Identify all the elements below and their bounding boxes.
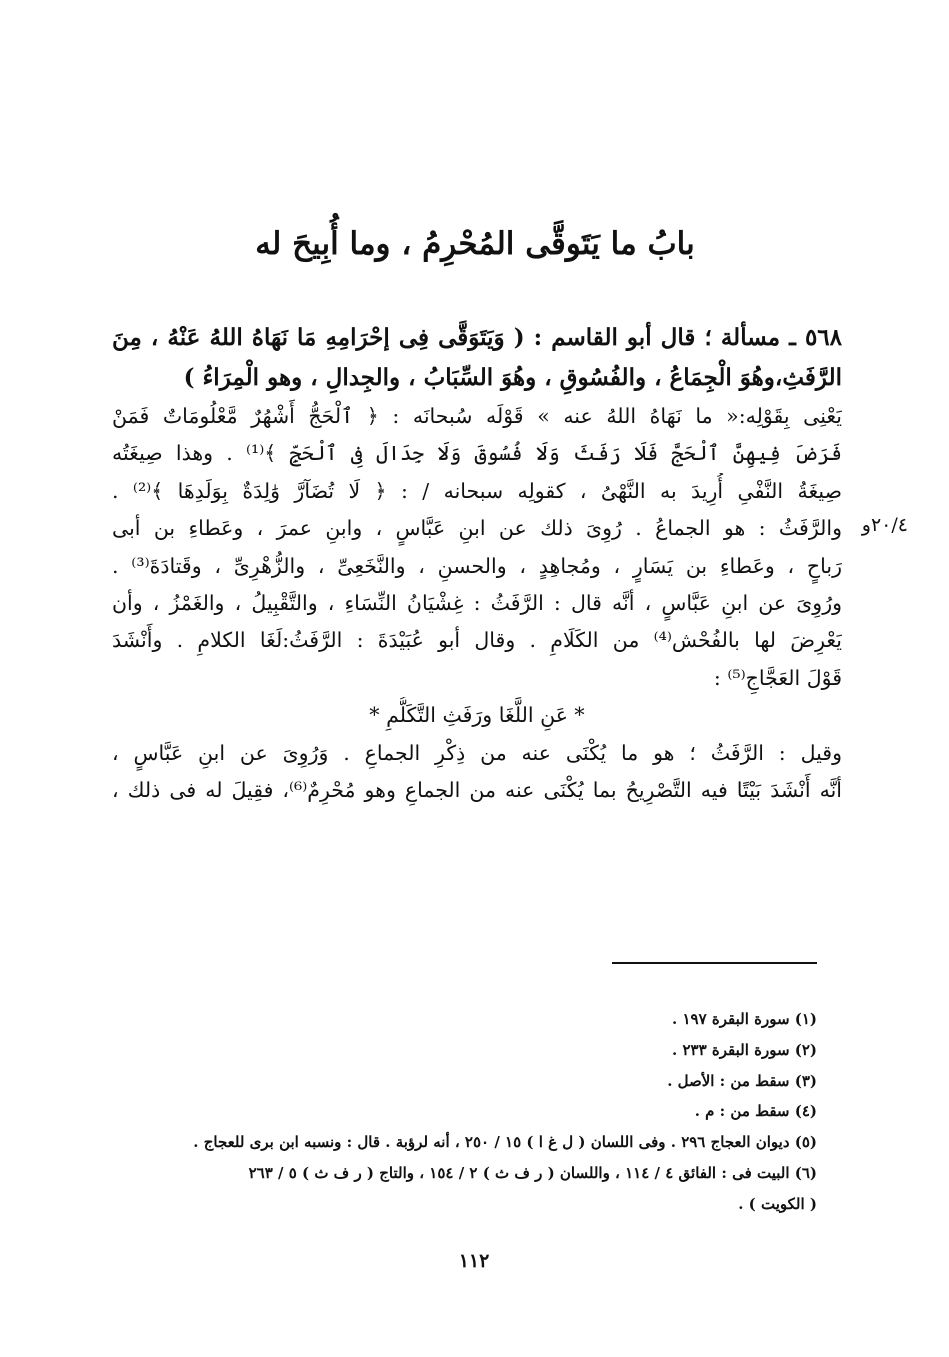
text-line: يَعْنِى بِقَوْلِه:« ما نَهَاهُ اللهُ عنه » قَوْلَه سُبحانَه : ﴿ ٱلْحَجُّ أَشْهُرٌ مَّعْلُومَاتٌ فَمَنْ <box>112 404 842 428</box>
text-line: أنَّه أَنْشَدَ بَيْتًا فيه التَّصْرِيحُ بما يُكْنَى عنه من الجماعِ وهو مُحْرِمٌ⁽⁶⁾، فقِيلَ له فى ذلك ، <box>112 778 842 803</box>
text-line: ورُوِىَ عن ابنِ عَبَّاسٍ ، أنَّه قال : الرَّفَثُ : غِشْيَانُ النِّسَاءِ ، والتَّقْبِيلُ ، والغَمْزُ ، وأن <box>112 591 842 616</box>
footnote: (٣) سقط من : الأصل . <box>667 1071 817 1090</box>
footnote: (٢) سورة البقرة ٢٣٣ . <box>672 1040 817 1059</box>
text-line: يَعْرِضَ لها بالفُحْش⁽⁴⁾ من الكَلَامِ . وقال أبو عُبَيْدَةَ : الرَّفَثُ:لَغَا الكلامِ . وأَنْشَدَ <box>112 628 842 653</box>
verse-line: * عَنِ اللَّغَا ورَفَثِ التَّكَلُّمِ * <box>369 703 585 728</box>
footnote-continuation: ( الكويت ) . <box>738 1194 817 1213</box>
footnote: (٤) سقط من : م . <box>694 1102 817 1121</box>
text-line: قَوْلَ العَجَّاجِ⁽⁵⁾ : <box>713 665 842 690</box>
text-line-issue-heading: ٥٦٨ ـ مسألة ؛ قال أبو القاسم : ( وَيَتَوَقَّى فِى إحْرَامِهِ مَا نَهَاهُ اللهُ عَنْهُ ، مِنَ <box>112 324 842 351</box>
main-text <box>112 318 842 809</box>
text-line: والرَّفَثُ : هو الجماعُ . رُوِىَ ذلك عن ابنِ عَبَّاسٍ ، وابنِ عمرَ ، وعَطاءِ بن أبى <box>112 516 842 541</box>
footnote: (٥) ديوان العجاج ٢٩٦ . وفى اللسان ( ل غ ا ) ١٥ / ٢٥٠ ، أنه لرؤبة . قال : ونسبه ابن برى للعجاج . <box>193 1133 817 1152</box>
text-line: فَرَضَ فِيهِنَّ ٱلْحَجَّ فَلَا رَفَثَ وَلَا فُسُوقَ وَلَا جِدَالَ فِى ٱلْحَجِّ ﴾⁽¹⁾ . وهذا صِيغَتُه <box>112 441 842 466</box>
manuscript-folio-marker: ٢٠/٤و <box>861 514 908 536</box>
text-line: صِيغَةُ النَّفْىِ أُرِيدَ به النَّهْىُ ، كقولِه سبحانه / : ﴿ لَا تُضَآرَّ وَٰلِدَةٌ بِوَلَدِهَا ﴾⁽²⁾ . <box>112 478 842 503</box>
text-line: رَباحٍ ، وعَطاءِ بن يَسَارٍ ، ومُجاهِدٍ ، والحسنِ ، والنَّخَعِىِّ ، والزُّهْرِىِّ ، وقَتادَةَ⁽³⁾ . <box>112 553 842 578</box>
chapter-title: بابُ ما يَتَوقَّى المُحْرِمُ ، وما أُبِيحَ له <box>255 226 695 262</box>
footnote: (٦) البيت فى : الفائق ٤ / ١١٤ ، واللسان ( ر ف ث ) ٢ / ١٥٤ ، والتاج ( ر ف ث ) ٥ / ٢٦٣ <box>248 1163 817 1182</box>
text-line: وقيل : الرَّفَثُ ؛ هو ما يُكْنَى عنه من ذِكْرِ الجماعِ . وَرُوِىَ عن ابنِ عَبَّاسٍ ، <box>112 740 842 765</box>
page-number: ١١٢ <box>458 1250 490 1272</box>
text-line-issue-heading: الرَّفَثِ،وهُوَ الْجِمَاعُ ، والفُسُوقِ ، وهُوَ السِّبَابُ ، والجِدالِ ، وهو الْمِرَاءُ ) <box>183 364 842 391</box>
footnotes <box>112 1004 817 1220</box>
footnote: (١) سورة البقرة ١٩٧ . <box>672 1010 817 1028</box>
footnote-separator <box>612 962 817 964</box>
